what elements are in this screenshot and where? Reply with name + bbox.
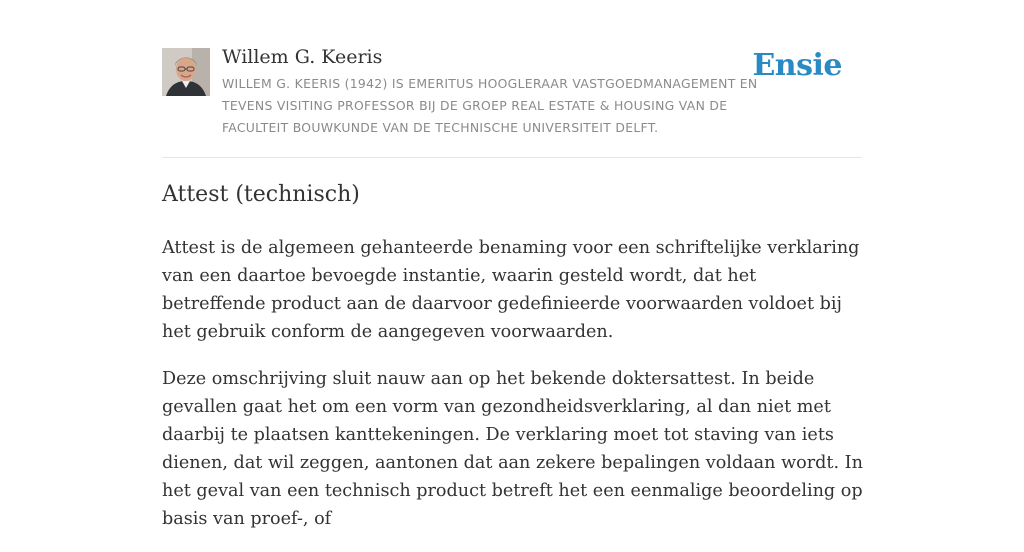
author-portrait-image (162, 48, 210, 96)
author-bio: WILLEM G. KEERIS (1942) IS EMERITUS HOOGLERAAR VASTGOEDMANAGEMENT EN TEVENS VISITING PROFESSOR BIJ DE GROEP REAL ESTATE & HOUSING VAN DE FACULTEIT BOUWKUNDE VAN DE TECHNISCHE UNIVERSITEIT DELFT. (222, 76, 758, 135)
header-divider (162, 157, 862, 158)
article-body (162, 234, 864, 552)
author-name[interactable]: Willem G. Keeris (222, 46, 383, 68)
author-header (162, 44, 862, 157)
ensie-logo[interactable]: Ensie (752, 48, 842, 83)
article-paragraph: Attest is de algemeen gehanteerde benaming voor een schriftelijke verklaring van een daartoe bevoegde instantie, waarin gesteld wordt, dat het betreffende product aan de daarvoor gedefinieerde voorwaarden voldoet bij het gebruik conform de aangegeven voorwaarden. (162, 238, 860, 342)
article-title: Attest (technisch) (162, 182, 360, 207)
author-avatar (162, 48, 210, 96)
article-paragraph: Deze omschrijving sluit nauw aan op het bekende doktersattest. In beide gevallen gaat het om een vorm van gezondheidsverklaring, al dan niet met daarbij te plaatsen kanttekeningen. De verklaring moet tot staving van iets dienen, dat wil zeggen, aantonen dat aan zekere bepalingen voldaan wordt. In het geval van een technisch product betreft het een eenmalige beoordeling op basis van proef-, of (162, 369, 863, 529)
